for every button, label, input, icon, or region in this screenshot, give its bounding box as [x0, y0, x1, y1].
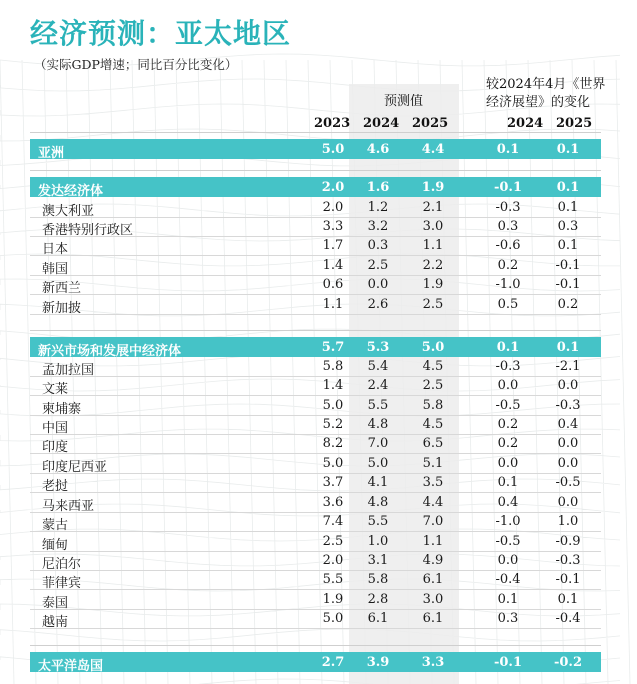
value-cell: 0.2 — [557, 297, 579, 312]
row-label: 日本 — [42, 242, 69, 257]
table-row — [30, 216, 601, 236]
table-row — [30, 589, 601, 609]
value-cell: 5.8 — [367, 572, 389, 587]
value-cell: -0.1 — [555, 572, 581, 587]
value-cell: -0.3 — [495, 359, 521, 374]
value-cell: 7.4 — [322, 514, 344, 529]
value-cell: 4.1 — [367, 475, 389, 490]
value-cell: 6.5 — [422, 436, 444, 451]
value-cell: 1.0 — [367, 534, 389, 549]
value-cell: 4.4 — [421, 142, 445, 157]
table-row — [30, 433, 601, 453]
value-cell: 1.9 — [421, 180, 445, 195]
value-cell: 5.5 — [367, 514, 389, 529]
value-cell: 0.6 — [322, 277, 344, 292]
value-cell: 2.1 — [422, 200, 444, 215]
row-label: 孟加拉国 — [42, 363, 95, 378]
year-header-2025: 2025 — [412, 116, 449, 131]
table-row — [30, 453, 601, 473]
value-cell: 0.3 — [557, 219, 579, 234]
value-cell: 0.0 — [497, 378, 519, 393]
value-cell: 0.1 — [556, 142, 580, 157]
table-row — [30, 569, 601, 589]
value-cell: -0.1 — [555, 258, 581, 273]
value-cell: 0.0 — [557, 456, 579, 471]
value-cell: -0.3 — [555, 553, 581, 568]
value-cell: 5.2 — [322, 417, 344, 432]
value-cell: -0.3 — [555, 398, 581, 413]
value-cell: 0.3 — [367, 238, 389, 253]
value-cell: 0.1 — [496, 340, 520, 355]
value-cell: 7.0 — [422, 514, 444, 529]
row-label: 菲律宾 — [42, 576, 82, 591]
change-year-header-2024: 2024 — [507, 116, 544, 131]
value-cell: 3.5 — [422, 475, 444, 490]
change-header-line2: 经济展望》的变化 — [486, 95, 591, 110]
value-cell: -0.3 — [495, 200, 521, 215]
value-cell: 0.3 — [497, 611, 519, 626]
value-cell: 0.1 — [497, 592, 519, 607]
group-row — [30, 177, 601, 197]
value-cell: -0.9 — [555, 534, 581, 549]
value-cell: -0.4 — [495, 572, 521, 587]
table-row — [30, 550, 601, 570]
value-cell: 2.4 — [367, 378, 389, 393]
row-label: 蒙古 — [42, 518, 69, 533]
group-row — [30, 337, 601, 357]
value-cell: 3.1 — [367, 553, 389, 568]
value-cell: 1.7 — [322, 238, 344, 253]
value-cell: 0.2 — [497, 417, 519, 432]
value-cell: 6.1 — [422, 572, 444, 587]
separator-line — [30, 330, 601, 331]
value-cell: 4.4 — [422, 495, 444, 510]
row-label: 新西兰 — [42, 281, 82, 296]
value-cell: 2.7 — [321, 655, 345, 670]
table-row — [30, 608, 601, 628]
row-label: 太平洋岛国 — [38, 659, 104, 674]
value-cell: -0.5 — [495, 398, 521, 413]
value-cell: -0.1 — [493, 655, 522, 670]
row-label: 马来西亚 — [42, 499, 95, 514]
value-cell: 0.1 — [557, 238, 579, 253]
value-cell: 1.9 — [322, 592, 344, 607]
value-cell: 2.5 — [422, 297, 444, 312]
value-cell: 2.8 — [367, 592, 389, 607]
value-cell: 5.7 — [321, 340, 345, 355]
value-cell: 5.0 — [322, 398, 344, 413]
row-label: 香港特别行政区 — [42, 223, 134, 238]
value-cell: 1.1 — [322, 297, 344, 312]
value-cell: 0.0 — [497, 456, 519, 471]
row-label: 尼泊尔 — [42, 557, 82, 572]
row-label: 缅甸 — [42, 538, 69, 553]
value-cell: -0.1 — [555, 277, 581, 292]
value-cell: 4.8 — [367, 417, 389, 432]
value-cell: 0.3 — [497, 219, 519, 234]
value-cell: -0.6 — [495, 238, 521, 253]
separator-line — [30, 132, 601, 133]
value-cell: -0.1 — [493, 180, 522, 195]
table-row — [30, 255, 601, 275]
value-cell: 0.0 — [557, 495, 579, 510]
value-cell: 2.5 — [422, 378, 444, 393]
table-row — [30, 356, 601, 376]
value-cell: 1.1 — [422, 238, 444, 253]
value-cell: 3.6 — [322, 495, 344, 510]
value-cell: 0.5 — [497, 297, 519, 312]
value-cell: 2.0 — [322, 200, 344, 215]
value-cell: 5.4 — [367, 359, 389, 374]
separator-line — [30, 645, 601, 646]
value-cell: 6.1 — [367, 611, 389, 626]
value-cell: 7.0 — [367, 436, 389, 451]
table-row — [30, 395, 601, 415]
row-label: 发达经济体 — [38, 184, 104, 199]
table-row — [30, 531, 601, 551]
value-cell: 8.2 — [322, 436, 344, 451]
group-row — [30, 652, 601, 672]
row-label: 柬埔寨 — [42, 402, 82, 417]
row-label: 老挝 — [42, 479, 69, 494]
row-label: 澳大利亚 — [42, 204, 95, 219]
value-cell: 0.4 — [497, 495, 519, 510]
value-cell: 0.1 — [557, 200, 579, 215]
value-cell: 3.0 — [422, 592, 444, 607]
value-cell: 4.9 — [422, 553, 444, 568]
row-label: 中国 — [42, 421, 69, 436]
value-cell: -0.5 — [555, 475, 581, 490]
value-cell: 5.0 — [367, 456, 389, 471]
value-cell: 3.3 — [421, 655, 445, 670]
value-cell: 1.6 — [366, 180, 390, 195]
value-cell: 4.5 — [422, 359, 444, 374]
row-label: 亚洲 — [38, 146, 65, 161]
table-row — [30, 414, 601, 434]
value-cell: 6.1 — [422, 611, 444, 626]
value-cell: 4.6 — [366, 142, 390, 157]
value-cell: 1.0 — [557, 514, 579, 529]
value-cell: 2.6 — [367, 297, 389, 312]
value-cell: 4.8 — [367, 495, 389, 510]
forecast-header: 预测值 — [384, 94, 424, 109]
table-row — [30, 294, 601, 314]
value-cell: -0.4 — [555, 611, 581, 626]
value-cell: -1.0 — [495, 277, 521, 292]
value-cell: 1.1 — [422, 534, 444, 549]
value-cell: 3.7 — [322, 475, 344, 490]
separator-line — [30, 170, 601, 171]
value-cell: 0.2 — [497, 258, 519, 273]
row-label: 韩国 — [42, 262, 69, 277]
year-header-2024: 2024 — [363, 116, 400, 131]
value-cell: -2.1 — [555, 359, 581, 374]
value-cell: 0.0 — [557, 436, 579, 451]
table-row — [30, 492, 601, 512]
row-label: 泰国 — [42, 596, 69, 611]
row-label: 印度 — [42, 440, 69, 455]
change-header-line1: 较2024年4月《世界 — [486, 77, 606, 92]
value-cell: 5.3 — [366, 340, 390, 355]
change-year-header-2025: 2025 — [556, 116, 593, 131]
table-row — [30, 197, 601, 217]
value-cell: 2.2 — [422, 258, 444, 273]
value-cell: 5.5 — [367, 398, 389, 413]
value-cell: 3.3 — [322, 219, 344, 234]
row-label: 新兴市场和发展中经济体 — [38, 344, 182, 359]
value-cell: -0.5 — [495, 534, 521, 549]
value-cell: 3.2 — [367, 219, 389, 234]
value-cell: 4.5 — [422, 417, 444, 432]
table-row — [30, 511, 601, 531]
value-cell: 5.1 — [422, 456, 444, 471]
value-cell: 0.4 — [557, 417, 579, 432]
table-row — [30, 235, 601, 255]
value-cell: 2.0 — [321, 180, 345, 195]
value-cell: 1.4 — [322, 258, 344, 273]
table-row — [30, 472, 601, 492]
value-cell: 0.1 — [557, 592, 579, 607]
value-cell: 1.9 — [422, 277, 444, 292]
value-cell: 5.0 — [421, 340, 445, 355]
value-cell: 5.0 — [322, 456, 344, 471]
value-cell: 2.0 — [322, 553, 344, 568]
value-cell: 5.8 — [322, 359, 344, 374]
row-label: 越南 — [42, 615, 69, 630]
table-row — [30, 375, 601, 395]
value-cell: 0.2 — [497, 436, 519, 451]
value-cell: -1.0 — [495, 514, 521, 529]
value-cell: 3.9 — [366, 655, 390, 670]
value-cell: 0.0 — [557, 378, 579, 393]
row-label: 文莱 — [42, 382, 69, 397]
table-row — [30, 274, 601, 294]
value-cell: 0.1 — [556, 180, 580, 195]
value-cell: 5.0 — [321, 142, 345, 157]
row-label: 印度尼西亚 — [42, 460, 108, 475]
value-cell: 1.4 — [322, 378, 344, 393]
year-header-2023: 2023 — [314, 116, 351, 131]
row-label: 新加披 — [42, 301, 82, 316]
value-cell: 5.0 — [322, 611, 344, 626]
value-cell: -0.2 — [553, 655, 582, 670]
group-row — [30, 139, 601, 159]
value-cell: 0.1 — [496, 142, 520, 157]
value-cell: 0.1 — [497, 475, 519, 490]
value-cell: 2.5 — [322, 534, 344, 549]
value-cell: 5.8 — [422, 398, 444, 413]
value-cell: 1.2 — [367, 200, 389, 215]
page-title: 经济预测：亚太地区 — [30, 17, 292, 50]
value-cell: 2.5 — [367, 258, 389, 273]
value-cell: 0.0 — [367, 277, 389, 292]
value-cell: 0.0 — [497, 553, 519, 568]
value-cell: 3.0 — [422, 219, 444, 234]
value-cell: 5.5 — [322, 572, 344, 587]
page-subtitle: （实际GDP增速；同比百分比变化） — [34, 57, 238, 72]
value-cell: 0.1 — [556, 340, 580, 355]
